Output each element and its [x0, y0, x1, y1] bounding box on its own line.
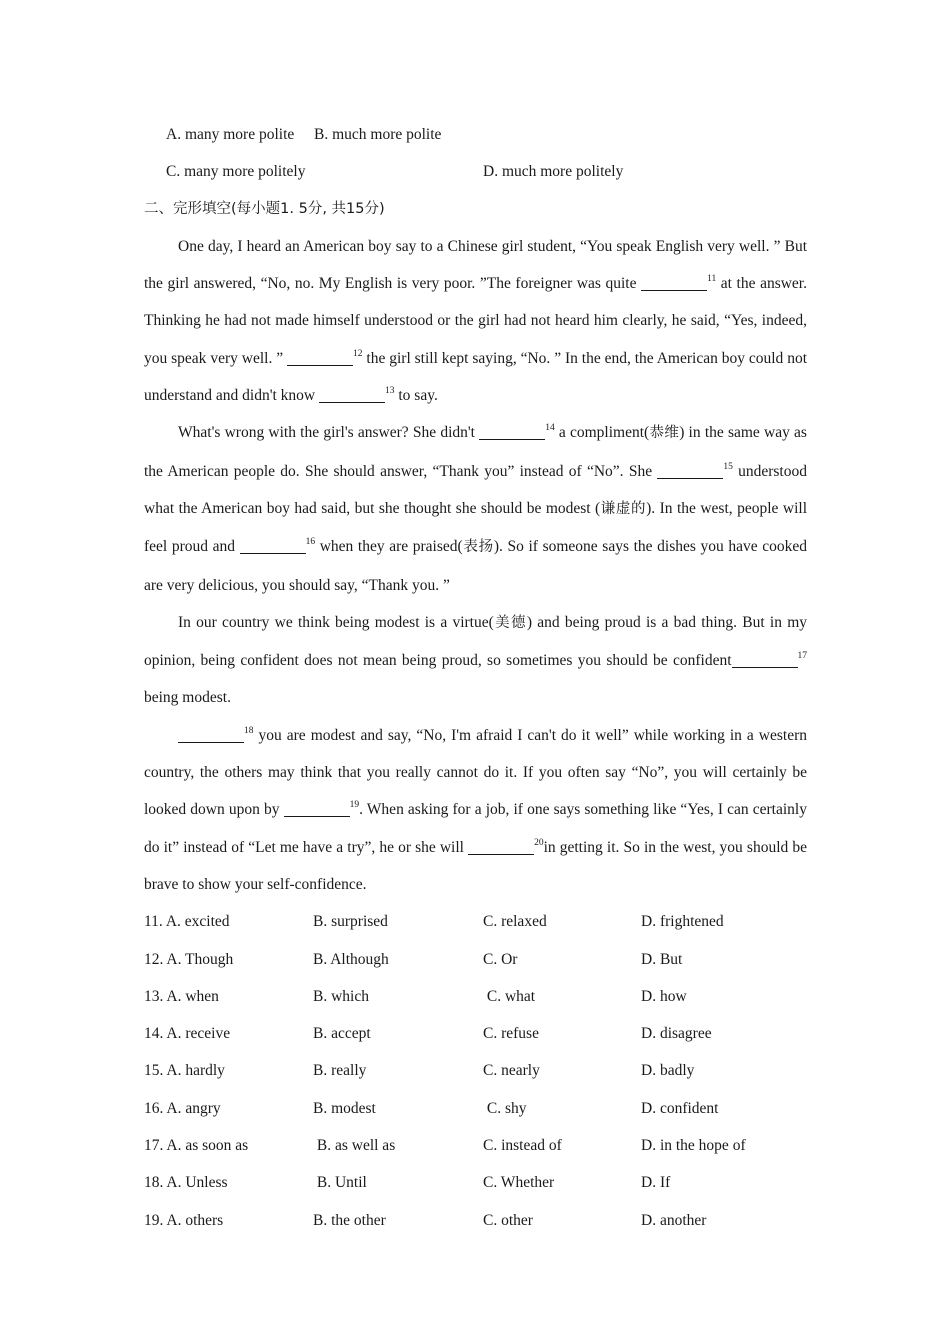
blank-12 [287, 349, 353, 366]
question-row: 13. A. when B. which C. what D. how [144, 987, 687, 1005]
blank-number-19: 19 [349, 800, 360, 811]
blank-number-16: 16 [305, 537, 316, 548]
passage-paragraph-3: In our country we think being modest is a virtue(美德) and being proud is a bad thing. But in my opinion, being confident does not mean being proud, so sometimes you should be confident $^{17}$ being modest. [144, 613, 808, 707]
question-list [144, 903, 807, 1239]
section-title: 二、完形填空(每小题1. 5分, 共15分) [144, 200, 385, 217]
q10-option-c: C. many more politely [166, 163, 306, 181]
q10-option-d: D. much more politely [483, 163, 624, 181]
blank-15 [657, 462, 723, 479]
question-row: 15. A. hardly B. really C. nearly D. badly [144, 1062, 695, 1080]
blank-11 [641, 275, 707, 292]
passage-paragraph-2: What's wrong with the girl's answer? She didn't $^{14}$ a compliment(恭维) in the same way as the American people do. She should answer, “Thank you” instead of “No”. She $^{15}$ understood what the American boy had said, but she thought she should be modest (谦虚的). In the west, people will feel proud and $^{16}$ when they are praised(表扬). So if someone says the dishes you have cooked are very delicious, you should say, “Thank you. ” [144, 423, 807, 594]
blank-number-14: 14 [545, 423, 555, 434]
question-row: 14. A. receive B. accept C. refuse D. disagree [144, 1025, 712, 1043]
blank-number-18: 18 [244, 725, 254, 736]
question-row: 12. A. Though B. Although C. Or D. But [144, 950, 683, 968]
q10-options-row-1 [144, 116, 807, 153]
question-row: 18. A. Unless B. Until C. Whether D. If [144, 1174, 671, 1192]
question-row: 19. A. others B. the other C. other D. another [144, 1211, 707, 1229]
blank-number-11: 11 [707, 274, 717, 285]
exam-page [144, 116, 807, 1239]
blank-13 [319, 387, 385, 404]
question-row: 17. A. as soon as B. as well as C. instead of D. in the hope of [144, 1137, 746, 1155]
passage-paragraph-4: $^{18}$ you are modest and say, “No, I'm afraid I can't do it well” while working in a western country, the others may think that you really cannot do it. If you often say “No”, you will certainly be looked down upon by $^{19}$. When asking for a job, if one says something like “Yes, I can certainly do it” instead of “Let me have a try”, he or she will $^{20}$in getting it. So in the west, you should be brave to show your self-confidence. [144, 725, 807, 893]
blank-number-17: 17 [797, 651, 807, 662]
blank-number-12: 12 [353, 348, 363, 359]
passage-paragraph-1: One day, I heard an American boy say to a Chinese girl student, “You speak English very well. ” But the girl answered, “No, no. My English is very poor. ”The foreigner was quite $^{11}$ at the answer. Thinking he had not made himself understood or the girl had not heard him clearly, he said, “Yes, indeed, you speak very well. ” $^{12}$ the girl still kept saying, “No. ” In the end, the American boy could not understand and didn't know $^{13}$ to say. [144, 237, 808, 405]
blank-16 [240, 538, 306, 555]
blank-18 [178, 726, 244, 743]
blank-19 [284, 801, 350, 818]
q10-option-a: A. many more polite [166, 126, 295, 143]
question-row: 11. A. excited B. surprised C. relaxed D. frightened [144, 913, 724, 931]
blank-14 [479, 424, 545, 441]
blank-number-13: 13 [385, 386, 395, 397]
blank-17 [732, 652, 798, 669]
blank-number-20: 20 [534, 837, 544, 848]
question-row: 16. A. angry B. modest C. shy D. confident [144, 1099, 719, 1117]
blank-number-15: 15 [723, 461, 733, 472]
blank-20 [468, 838, 534, 855]
q10-option-b: B. much more polite [314, 126, 442, 143]
q10-options-row-2 [144, 153, 807, 190]
